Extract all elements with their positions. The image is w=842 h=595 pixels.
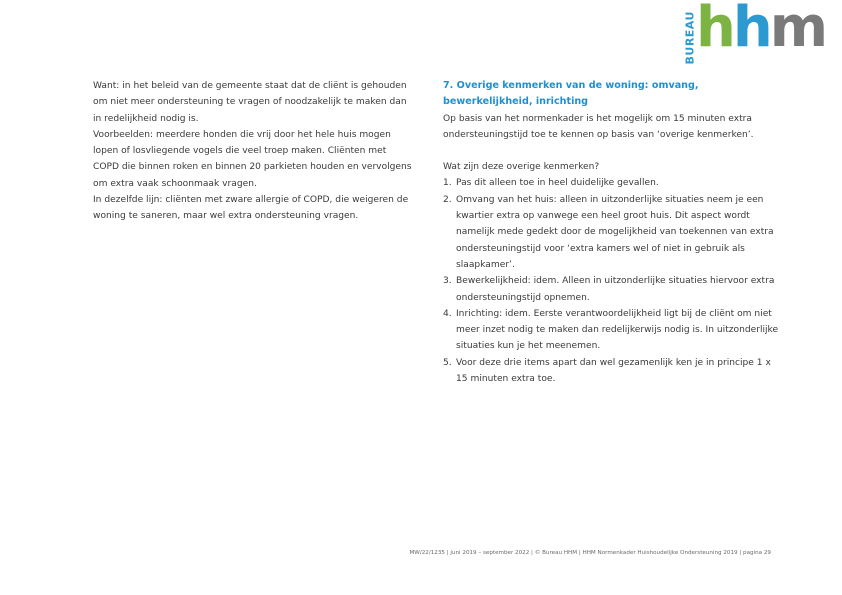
logo-hhm-letters: hhm [696, 0, 826, 60]
section-heading: 7. Overige kenmerken van de woning: omvang, bewerkelijkheid, inrichting [443, 80, 699, 108]
logo-bureau-text: BUREAU [683, 11, 697, 65]
paragraph-want: Want: in het beleid van de gemeente staat dat de cliënt is gehouden om niet meer ondersteuning te vragen of noodzakelijk te maken dan in redelijkheid nodig is. [93, 81, 407, 124]
list-item: 4. Inrichting: idem. Eerste verantwoordelijkheid ligt bij de cliënt om niet meer inzet nodig te maken dan redelijkerwijs nodig is. In uitzonderlijke situaties kun je het meenemen. [443, 308, 779, 352]
bureau-hhm-logo [676, 0, 826, 70]
left-column [93, 78, 413, 225]
list-item: 1. Pas dit alleen toe in heel duidelijke gevallen. [443, 178, 659, 189]
kenmerken-list [443, 175, 783, 387]
page-footer: MW/22/1235 | juni 2019 – september 2022 | © Bureau HHM | HHM Normenkader Huishoudelijke Ondersteuning 2019 | pagina 29 [409, 550, 771, 556]
paragraph-voorbeelden: Voorbeelden: meerdere honden die vrij door het hele huis mogen lopen of losvliegende vogels die veel troep maken. Cliënten met COPD die binnen roken en binnen 20 parkieten houden en vervolgens om extra vaak schoonmaak vragen. [93, 129, 412, 189]
list-item: 3. Bewerkelijkheid: idem. Alleen in uitzonderlijke situaties hiervoor extra ondersteuningstijd opnemen. [443, 276, 775, 303]
right-column [443, 78, 783, 387]
intro-paragraph: Op basis van het normenkader is het mogelijk om 15 minuten extra ondersteuningstijd toe te kennen op basis van ‘overige kenmerken’. [443, 113, 754, 140]
question-line: Wat zijn deze overige kenmerken? [443, 162, 600, 173]
list-item: 2. Omvang van het huis: alleen in uitzonderlijke situaties neem je een kwartier extra op vanwege een heel groot huis. Dit aspect wordt namelijk mede gedekt door de mogelijkheid van toekennen van extra ondersteuningstijd voor ‘extra kamers wel of niet in gebruik als slaapkamer’. [443, 194, 774, 270]
paragraph-dezelfde-lijn: In dezelfde lijn: cliënten met zware allergie of COPD, die weigeren de woning te saneren, maar wel extra ondersteuning vragen. [93, 195, 409, 222]
list-item: 5. Voor deze drie items apart dan wel gezamenlijk ken je in principe 1 x 15 minuten extra toe. [443, 357, 771, 385]
